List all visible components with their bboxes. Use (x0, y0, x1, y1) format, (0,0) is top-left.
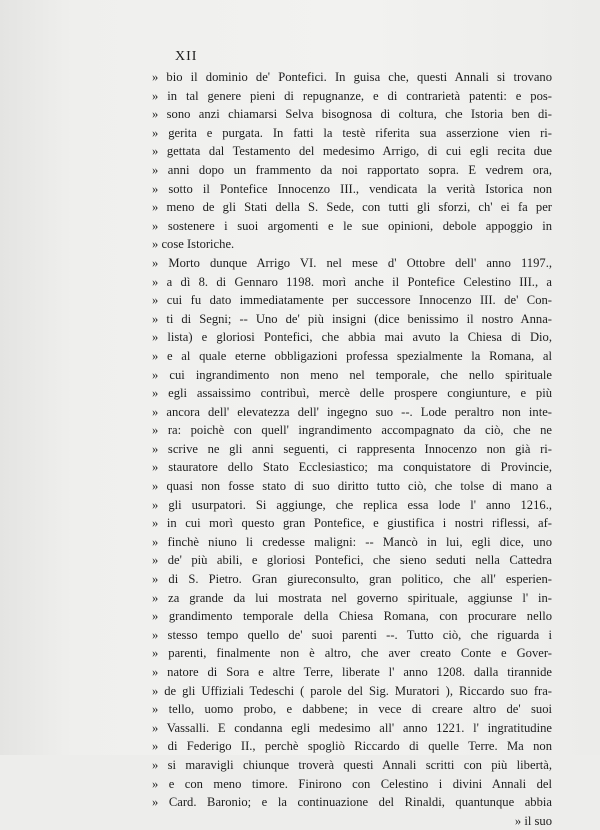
page-number: XII (175, 49, 198, 64)
text-line: » stesso tempo quello de' suoi parenti --. Tutto ciò, che riguarda i (152, 627, 552, 642)
text-line: » in tal genere pieni di repugnanze, e di contrarietà patenti: e pos- (152, 88, 552, 103)
text-line: » parenti, finalmente non è altro, che aver creato Conte e Gover- (152, 646, 552, 661)
text-line: » bio il dominio de' Pontefici. In guisa che, questi Annali si trovano (152, 70, 552, 84)
text-line: » finchè niuno li credesse maligni: -- Mancò in lui, egli dice, uno (152, 534, 552, 549)
text-line: » natore di Sora e altre Terre, liberate l' anno 1208. dalla tirannide (152, 665, 552, 679)
text-line: » e con meno timore. Finirono con Celestino i divini Annali del (152, 776, 552, 791)
text-line: » cui ingrandimento non meno nel temporale, che nello spirituale (152, 367, 552, 382)
text-line: » sono anzi chiamarsi Selva bisognosa di coltura, che Istoria ben di- (152, 107, 552, 122)
text-line: » de gli Uffiziali Tedeschi ( parole del Sig. Muratori ), Riccardo suo fra- (152, 683, 552, 698)
text-line: » e al quale eterne obbligazioni professa spezialmente la Romana, al (152, 348, 552, 363)
text-line: » ancora dell' elevatezza dell' ingegno suo --. Lode peraltro non inte- (152, 404, 552, 419)
text-line: » Vassalli. E condanna egli medesimo all' anno 1221. l' ingratitudine (152, 720, 552, 735)
text-line: » ra: poichè con quell' ingrandimento accompagnato da ciò, che ne (152, 423, 552, 438)
text-line: » si maravigli chiunque troverà questi Annali scritti con più libertà, (152, 757, 552, 772)
text-line: » Morto dunque Arrigo VI. nel mese d' Ottobre dell' anno 1197., (152, 255, 552, 270)
text-line: » grandimento temporale della Chiesa Romana, con procurare nello (152, 609, 552, 624)
text-line: » sotto il Pontefice Innocenzo III., vendicata la verità Istorica non (152, 181, 552, 196)
text-line: » za grande da lui mostrata nel governo spirituale, aggiunse l' in- (152, 590, 552, 605)
text-line: » de' più abili, e gloriosi Pontefici, che sieno seduti nella Cattedra (152, 553, 552, 568)
text-line: » stauratore dello Stato Ecclesiastico; ma conquistatore di Provincie, (152, 460, 552, 475)
text-line: » sostenere i suoi argomenti e le sue opinioni, debole appoggio in (152, 218, 552, 233)
text-line: » gettata dal Testamento del medesimo Arrigo, di cui egli recita due (152, 144, 552, 159)
text-line: » meno de gli Stati della S. Sede, con tutti gli sforzi, ch' ei fa per (152, 200, 552, 215)
text-line: » gerita e purgata. In fatti la testè riferita sua asserzione vien ri- (152, 125, 552, 140)
text-line: » di Federigo II., perchè spogliò Riccardo di quelle Terre. Ma non (152, 739, 552, 754)
text-line: » lista) e gloriosi Pontefici, che abbia mai avuto la Chiesa di Dio, (152, 330, 552, 345)
text-line: » di S. Pietro. Gran giureconsulto, gran politico, che all' esperien- (152, 572, 552, 587)
text-line: » gli usurpatori. Si aggiunge, che replica essa lode l' anno 1216., (152, 497, 552, 512)
text-line: » a dì 8. di Gennaro 1198. morì anche il Pontefice Celestino III., a (152, 274, 552, 289)
catchword: » il suo (514, 813, 552, 828)
text-line: » anni dopo un frammento da noi rapportato sopra. E vedrem ora, (152, 162, 552, 177)
text-line: » cui fu dato immediatamente per successore Innocenzo III. de' Con- (152, 293, 552, 308)
text-line: » quasi non fosse stato di suo diritto tutto ciò, che tolse di mano a (152, 479, 552, 494)
text-line: » egli assaissimo contribuì, mercè delle prospere congiunture, e più (152, 386, 552, 401)
text-line: » ti di Segni; -- Uno de' più insigni (dice benissimo il nostro Anna- (152, 311, 552, 326)
body-text (152, 68, 552, 830)
text-line: » tello, uomo probo, e dabbene; in vece di creare altro de' suoi (152, 702, 552, 717)
text-line: » Card. Baronio; e la continuazione del Rinaldi, quantunque abbia (152, 795, 552, 810)
text-line: » in cui morì questo gran Pontefice, e giustifica i nostri riflessi, af- (152, 516, 552, 531)
text-line: » cose Istoriche. (152, 237, 235, 252)
text-line: » scrive ne gli anni seguenti, ci rappresenta Innocenzo non già ri- (152, 441, 552, 456)
